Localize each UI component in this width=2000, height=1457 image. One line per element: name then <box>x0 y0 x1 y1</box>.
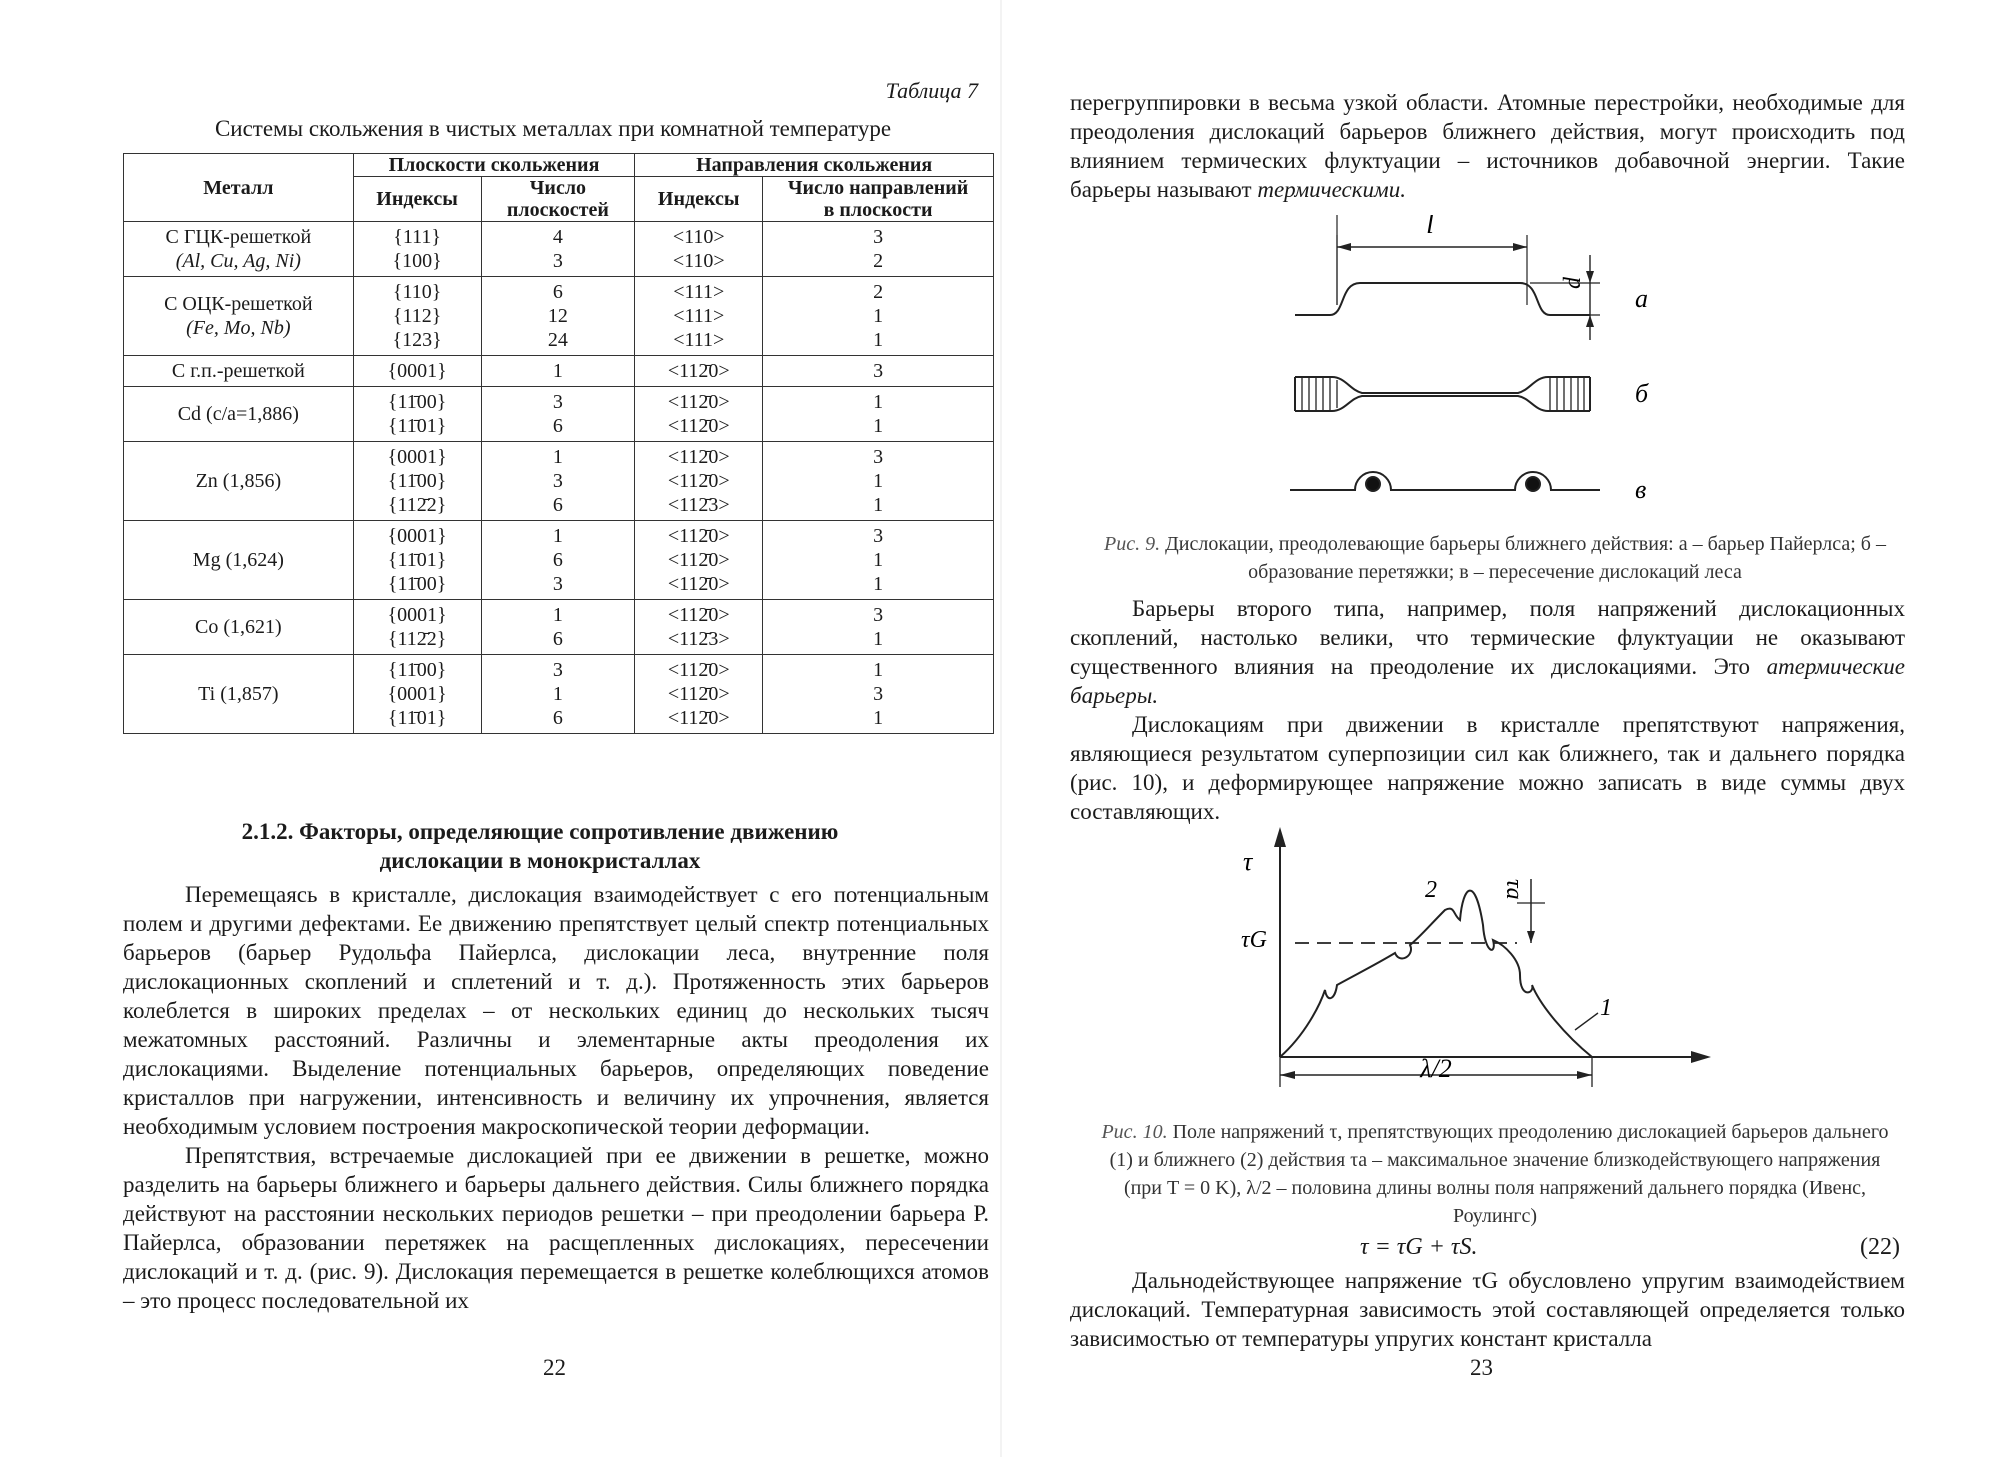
header-dir-count: Число направлений в плоскости <box>763 177 994 222</box>
cell-dir-indices: <112̄0> <112̄0> <box>635 387 763 442</box>
cell-dir-indices: <112̄0> <112̄0> <112̄0> <box>635 655 763 734</box>
cell-plane-count: 6 12 24 <box>481 277 635 356</box>
table-row <box>124 655 994 734</box>
fig9-label-l: l <box>1426 215 1434 240</box>
cell-metal: С ОЦК-решеткой (Fe, Mo, Nb) <box>124 277 354 356</box>
cell-dir-indices: <110> <110> <box>635 222 763 277</box>
header-plane-indices: Индексы <box>353 177 481 222</box>
cell-plane-indices: {11̄00} {11̄01} <box>353 387 481 442</box>
fig9-peierls-barrier <box>1295 215 1600 340</box>
cell-metal: Ti (1,857) <box>124 655 354 734</box>
cell-dir-indices: <112̄0> <112̄0> <112̄3> <box>635 442 763 521</box>
paragraph: Дислокациям при движении в кристалле препятствуют напряжения, являющиеся результатом суперпозиции сил как ближнего, так и дальнего порядка (рис. 10), и деформирующее напряжение можно записать в виде суммы двух составляющих. <box>1070 712 1905 824</box>
cell-plane-indices: {0001} {112̄2} <box>353 600 481 655</box>
fig10-curve-1-label: 1 <box>1600 995 1612 1021</box>
cell-dir-count: 3 1 1 <box>763 442 994 521</box>
paragraph: Перемещаясь в кристалле, дислокация взаимодействует с его потенциальным полем и другими дефектами. Ее движению препятствует целый спектр потенциальных барьеров (барьер Рудольфа Пайерлса, дислокации леса, внутренние поля дислокационных скоплений и сплетений и т. д.). Протяженность этих барьеров колеблется в широких пределах – от нескольких единиц до нескольких тысяч межатомных расстояний. Различны и элементарные акты преодоления их дислокациями. Выделение потенциальных барьеров, определяющих поведение кристаллов при нагружении, интенсивность и величину их упрочнения, является необходимым условием построения макроскопической теории деформации. <box>123 882 989 1139</box>
fig10-curve-2-label: 2 <box>1425 877 1437 903</box>
fig9-label-b: б <box>1635 379 1649 408</box>
cell-dir-indices: <112̄0> <112̄3> <box>635 600 763 655</box>
equation-formula: τ = τG + τS. <box>1360 1234 1478 1260</box>
table-row <box>124 356 994 387</box>
cell-dir-indices: <112̄0> <box>635 356 763 387</box>
fig10-lambda-label: λ/2 <box>1420 1054 1452 1083</box>
paragraph: Дальнодействующее напряжение τG обусловлено упругим взаимодействием дислокаций. Температурная зависимость этой составляющей определяется только зависимостью от температуры упругих констант кристалла <box>1070 1268 1905 1351</box>
cell-dir-indices: <112̄0> <112̄0> <112̄0> <box>635 521 763 600</box>
header-plane-count: Число плоскостей <box>481 177 635 222</box>
page-number: 23 <box>1470 1355 1493 1380</box>
cell-plane-indices: {0001} {11̄01} {11̄00} <box>353 521 481 600</box>
right-page <box>1000 0 2000 1457</box>
cell-plane-count: 1 6 3 <box>481 521 635 600</box>
fig9-label-d: d <box>1560 277 1586 289</box>
page-number: 22 <box>543 1355 566 1380</box>
table-row <box>124 222 994 277</box>
cell-metal: Co (1,621) <box>124 600 354 655</box>
cell-dir-count: 3 1 <box>763 600 994 655</box>
table-row <box>124 387 994 442</box>
fig10-stress-curve <box>1280 891 1592 1057</box>
table-row <box>124 277 994 356</box>
table-row <box>124 600 994 655</box>
cell-metal: Cd (c/a=1,886) <box>124 387 354 442</box>
equation-number: (22) <box>1860 1234 1900 1260</box>
cell-plane-indices: {111} {100} <box>353 222 481 277</box>
table-title: Системы скольжения в чистых металлах при комнатной температуре <box>214 116 892 141</box>
cell-plane-indices: {0001} {11̄00} {112̄2} <box>353 442 481 521</box>
cell-plane-indices: {110} {112} {123} <box>353 277 481 356</box>
cell-plane-indices: {0001} <box>353 356 481 387</box>
cell-plane-count: 3 6 <box>481 387 635 442</box>
left-body-text <box>123 880 989 1315</box>
cell-dir-count: 1 1 <box>763 387 994 442</box>
cell-dir-count: 1 3 1 <box>763 655 994 734</box>
cell-metal: Mg (1,624) <box>124 521 354 600</box>
cell-metal: Zn (1,856) <box>124 442 354 521</box>
header-dir-indices: Индексы <box>635 177 763 222</box>
fig10-tau-label: τ <box>1243 847 1253 876</box>
table-label: Таблица 7 <box>885 78 978 103</box>
cell-plane-count: 1 <box>481 356 635 387</box>
header-planes: Плоскости скольжения <box>353 154 635 177</box>
cell-metal: С г.п.-решеткой <box>124 356 354 387</box>
cell-dir-count: 3 <box>763 356 994 387</box>
cell-plane-indices: {11̄00} {0001} {11̄01} <box>353 655 481 734</box>
cell-plane-count: 1 6 <box>481 600 635 655</box>
cell-dir-indices: <111> <111> <111> <box>635 277 763 356</box>
table-row <box>124 442 994 521</box>
right-bottom-text <box>1070 1266 1905 1353</box>
paragraph: Препятствия, встречаемые дислокацией при ее движении в решетке, можно разделить на барьеры ближнего и барьеры дальнего действия. Силы ближнего порядка действуют на расстоянии нескольких периодов решетки – при преодолении барьера Р. Пайерлса, образовании перетяжек на расщепленных дислокациях, пересечении дислокаций и т. д. (рис. 9). Дислокация перемещается в решетке колеблющихся атомов – это процесс последовательной их <box>123 1143 989 1313</box>
cell-plane-count: 1 3 6 <box>481 442 635 521</box>
cell-dir-count: 3 2 <box>763 222 994 277</box>
fig10-tau-g-label: τG <box>1241 927 1267 953</box>
right-body-text: Барьеры второго типа, например, поля напряжений дислокационных скоплений, настолько велики, что термические флуктуации не оказывают существенного влияния на преодоление их дислокациями. Это атермические барьеры. Дислокациям при движении в кристалле препятствуют напряжения, являющиеся результатом суперпозиции сил как ближнего, так и дальнего порядка (рис. 10), и деформирующее напряжение можно записать в виде суммы двух составляющих. <box>1070 596 1906 824</box>
section-heading: 2.1.2. Факторы, определяющие сопротивление движению дислокации в монокристаллах <box>241 819 839 873</box>
slip-systems-table <box>123 153 994 734</box>
figure-10 <box>1235 825 1715 1105</box>
header-metal: Металл <box>124 154 354 222</box>
fig10-tau-a-label: τa <box>1501 879 1527 900</box>
cell-plane-count: 4 3 <box>481 222 635 277</box>
fig9-caption: Рис. 9. Дислокации, преодолевающие барьеры ближнего действия: а – барьер Пайерлса; б – образование перетяжки; в – пересечение дислокаций леса <box>1104 533 1886 583</box>
cell-dir-count: 3 1 1 <box>763 521 994 600</box>
cell-metal: С ГЦК-решеткой (Al, Cu, Ag, Ni) <box>124 222 354 277</box>
cell-dir-count: 2 1 1 <box>763 277 994 356</box>
table-row <box>124 521 994 600</box>
fig9-label-v: в <box>1635 475 1647 504</box>
cell-plane-count: 3 1 6 <box>481 655 635 734</box>
right-top-text: перегруппировки в весьма узкой области. Атомные перестройки, необходимые для преодоления дислокаций барьеров ближнего действия, могут происходить под влиянием термических флуктуации – источников добавочной энергии. Такие барьеры называют термическими. <box>1070 90 1905 202</box>
fig9-label-a: а <box>1635 284 1648 313</box>
fig9-forest-intersection <box>1290 472 1600 491</box>
fig10-caption: Рис. 10. Поле напряжений τ, препятствующих преодолению дислокацией барьеров дальнего (1) и ближнего (2) действия τа – максимальное значение близкодействующего напряжения (при T = 0 K), λ/2 – половина длины волны поля напряжений дальнего порядка (Ивенс, Роулингс) <box>1101 1121 1889 1227</box>
header-directions: Направления скольжения <box>635 154 994 177</box>
fig9-constriction <box>1295 377 1590 411</box>
figure-9 <box>1270 215 1690 515</box>
